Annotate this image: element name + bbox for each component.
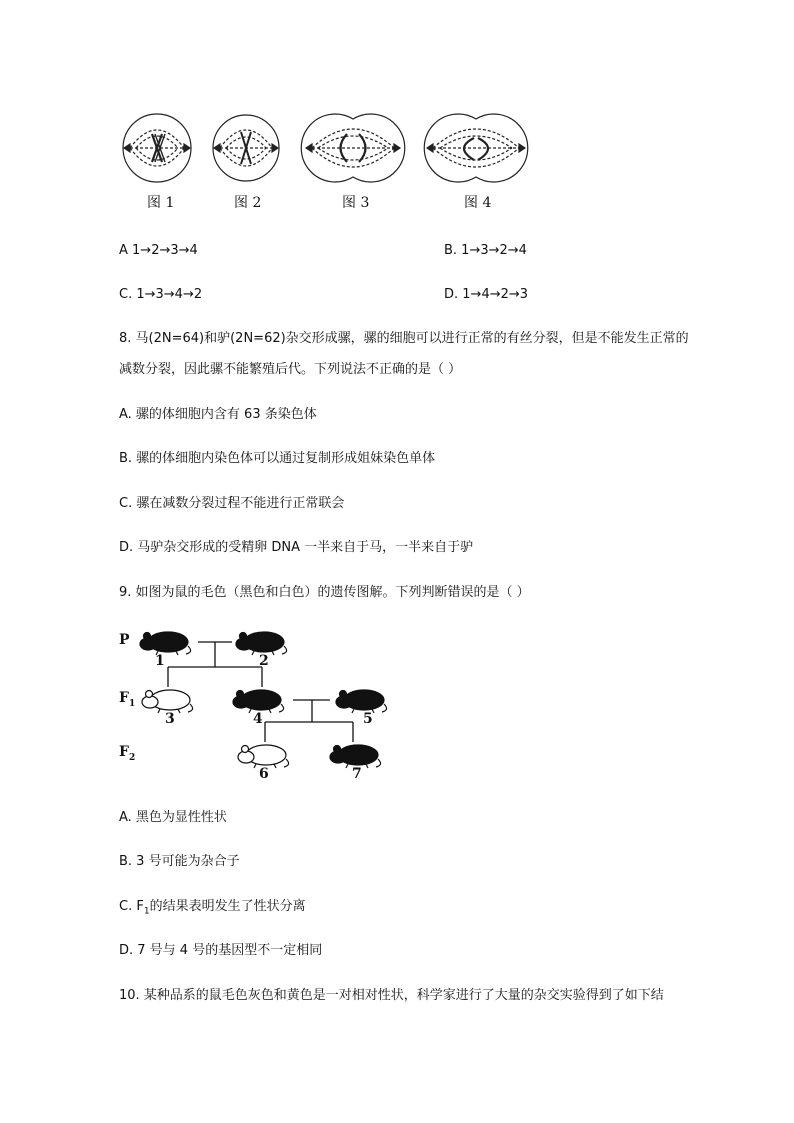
q8-stem-line1: 8. 马(2N=64)和驴(2N=62)杂交形成骡，骡的细胞可以进行正常的有丝分裂，但是不能发生正常的	[119, 331, 689, 346]
pedigree-gen-f2-sub: 2	[128, 752, 136, 763]
pedigree-id-5: 5	[363, 711, 373, 727]
q9-option-c-text: 的结果表明发生了性状分离	[149, 899, 306, 914]
q7-option-c: C. 1→3→4→2	[119, 287, 203, 302]
q9-option-c-sub: 1	[143, 906, 150, 917]
q9-option-c-prefix: C. F	[119, 899, 144, 914]
pedigree-id-7: 7	[352, 766, 362, 782]
pedigree-id-4: 4	[253, 711, 263, 727]
pedigree-id-1: 1	[155, 653, 165, 669]
q9-option-d: D. 7 号与 4 号的基因型不一定相同	[119, 943, 323, 958]
q8-option-d: D. 马驴杂交形成的受精卵 DNA 一半来自于马，一半来自于驴	[119, 540, 474, 555]
pedigree-gen-f1-sub: 1	[128, 698, 136, 709]
figure-caption-3: 图 3	[342, 195, 370, 211]
q8-stem-line2: 减数分裂，因此骡不能繁殖后代。下列说法不正确的是（ ）	[119, 362, 462, 377]
q9-option-a: A. 黑色为显性性状	[119, 810, 227, 825]
pedigree-gen-f1-letter: F	[119, 690, 129, 706]
q9-option-b: B. 3 号可能为杂合子	[119, 854, 240, 869]
pedigree-gen-p: P	[119, 632, 130, 648]
q7-option-a: A 1→2→3→4	[119, 243, 198, 258]
q8-option-c: C. 骡在减数分裂过程不能进行正常联会	[119, 496, 345, 511]
pedigree-id-3: 3	[165, 711, 175, 727]
q7-option-d: D. 1→4→2→3	[444, 287, 529, 302]
mouse-1-icon	[138, 628, 198, 658]
pedigree-gen-f1	[119, 690, 135, 709]
q7-option-b: B. 1→3→2→4	[444, 243, 527, 258]
pedigree-id-2: 2	[259, 653, 269, 669]
pedigree-gen-f2	[119, 744, 135, 763]
q9-stem: 9. 如图为鼠的毛色（黑色和白色）的遗传图解。下列判断错误的是（ ）	[119, 585, 530, 600]
figure-caption-2: 图 2	[234, 195, 262, 211]
pedigree-id-6: 6	[259, 766, 269, 782]
figure-caption-1: 图 1	[147, 195, 175, 211]
q8-option-b: B. 骡的体细胞内染色体可以通过复制形成姐妹染色单体	[119, 451, 436, 466]
pedigree-gen-f2-letter: F	[119, 744, 129, 760]
figure-caption-4: 图 4	[464, 195, 492, 211]
q10-stem-line1: 10. 某种品系的鼠毛色灰色和黄色是一对相对性状，科学家进行了大量的杂交实验得到了如下结	[119, 988, 664, 1003]
q8-option-a: A. 骡的体细胞内含有 63 条染色体	[119, 407, 317, 422]
q9-option-c	[119, 899, 306, 920]
